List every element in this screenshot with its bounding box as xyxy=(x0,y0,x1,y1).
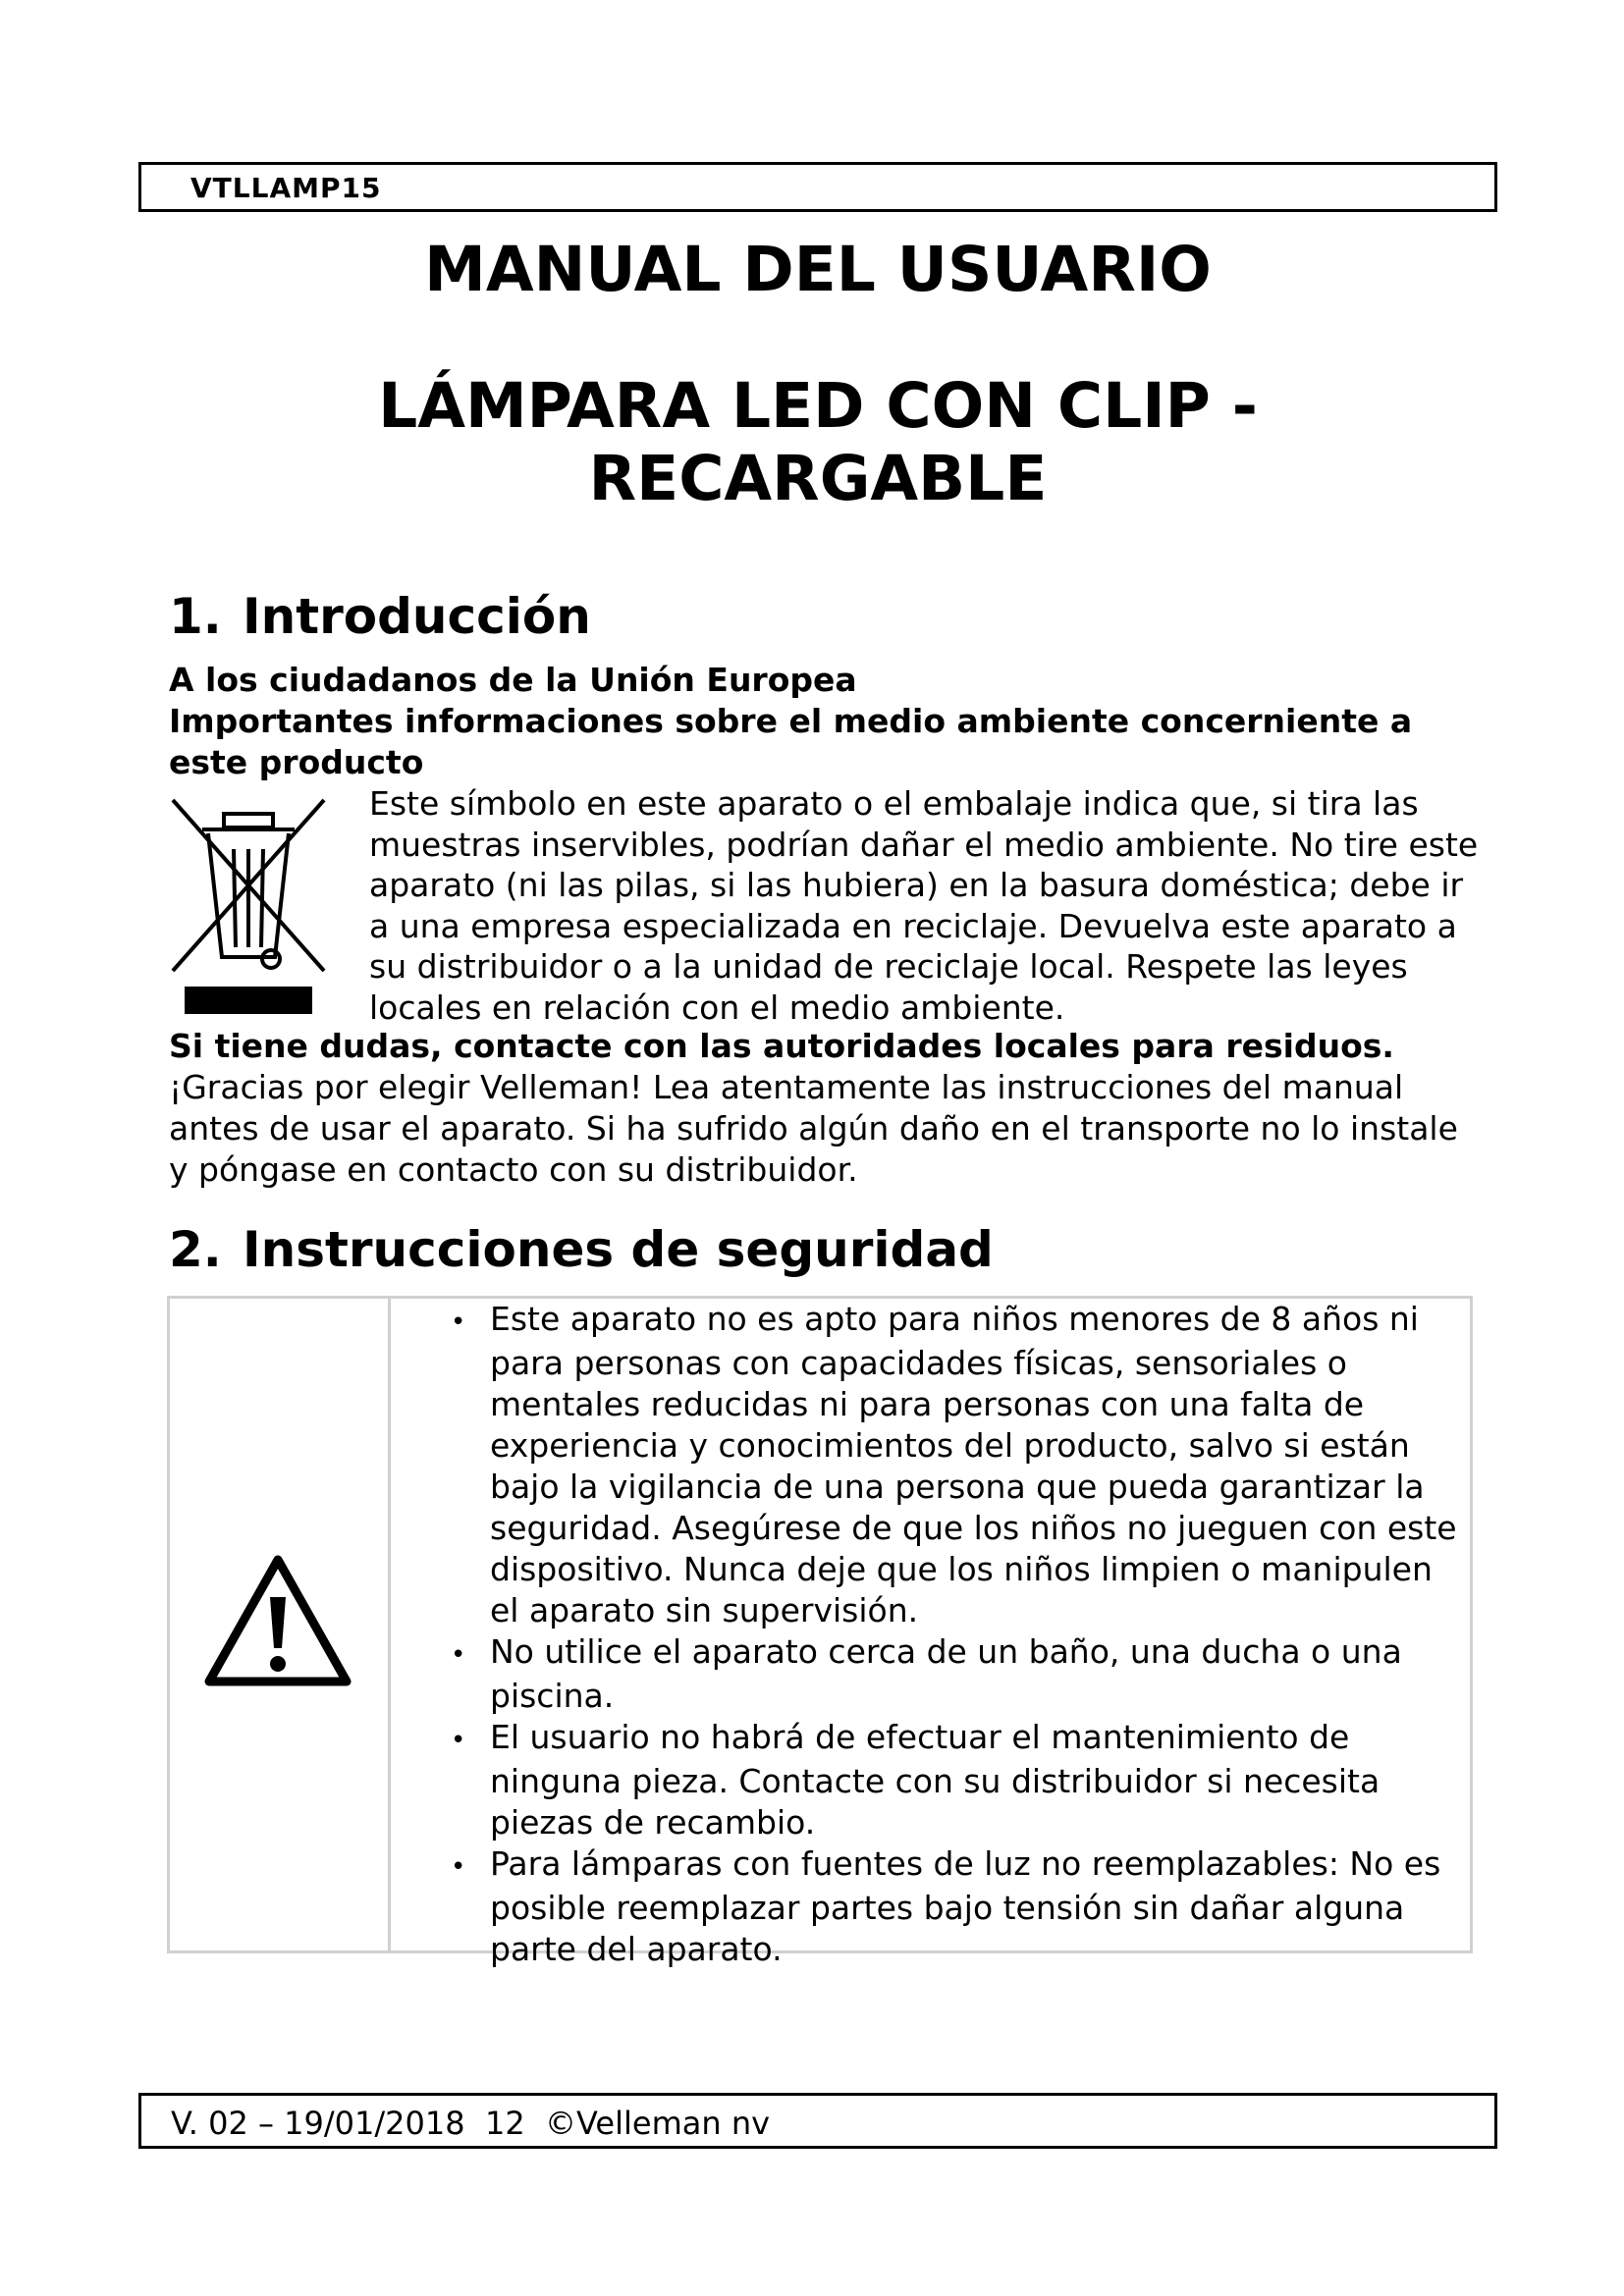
table-divider xyxy=(388,1299,391,1950)
environment-heading: Importantes informaciones sobre el medio ambiente concerniente a este producto xyxy=(169,702,1413,781)
eu-citizens-heading: A los ciudadanos de la Unión Europea xyxy=(169,661,857,699)
product-title-line1: LÁMPARA LED CON CLIP - xyxy=(378,370,1258,442)
warning-triangle-icon xyxy=(203,1552,352,1689)
safety-list xyxy=(411,1299,1462,1970)
thanks-paragraph: ¡Gracias por elegir Velleman! Lea atentamente las instrucciones del manual antes de usar el aparato. Si ha sufrido algún daño en el transporte no lo instale y póngase en contacto con su distribuidor. xyxy=(169,1068,1458,1189)
section-2-heading xyxy=(169,1220,994,1279)
model-code: VTLLAMP15 xyxy=(190,172,382,204)
doubts-notice: Si tiene dudas, contacte con las autoridades locales para residuos. xyxy=(169,1027,1394,1065)
section-1-title: Introducción xyxy=(243,588,591,645)
section-1-heading xyxy=(169,587,591,646)
product-title-line2: RECARGABLE xyxy=(588,443,1048,514)
safety-item: • Para lámparas con fuentes de luz no reemplazables: No es posible reemplazar partes bajo tensión sin dañar alguna parte del aparato. xyxy=(451,1844,1441,1968)
section-2-title: Instrucciones de seguridad xyxy=(243,1221,994,1278)
manual-title: MANUAL DEL USUARIO xyxy=(424,234,1212,305)
section-1-number: 1. xyxy=(169,588,222,645)
safety-table xyxy=(167,1296,1473,1968)
safety-item: • El usuario no habrá de efectuar el mantenimiento de ninguna pieza. Contacte con su distribuidor si necesita piezas de recambio. xyxy=(451,1718,1380,1842)
header-box xyxy=(138,162,1497,212)
footer-text: V. 02 – 19/01/2018 12 ©Velleman nv xyxy=(171,2105,771,2142)
weee-crossed-bin-icon xyxy=(165,790,332,1018)
section-2-number: 2. xyxy=(169,1221,222,1278)
safety-item: • No utilice el aparato cerca de un baño, una ducha o una piscina. xyxy=(451,1632,1402,1715)
weee-text: Este símbolo en este aparato o el embalaje indica que, si tira las muestras inservibles, podrían dañar el medio ambiente. No tire este aparato (ni las pilas, si las hubiera) en la basura doméstica; debe ir a una empresa especializada en reciclaje. Devuelva este aparato a su distribuidor o a la unidad de reciclaje local. Respete las leyes locales en relación con el medio ambiente. xyxy=(369,784,1479,1027)
safety-item: • Este aparato no es apto para niños menores de 8 años ni para personas con capacidades físicas, sensoriales o mentales reducidas ni para personas con una falta de experiencia y conocimientos del producto, salvo si están bajo la vigilancia de una persona que pueda garantizar la seguridad. Asegúrese de que los niños no jueguen con este dispositivo. Nunca deje que los niños limpien o manipulen el aparato sin supervisión. xyxy=(451,1300,1457,1629)
footer-box xyxy=(138,2093,1497,2149)
